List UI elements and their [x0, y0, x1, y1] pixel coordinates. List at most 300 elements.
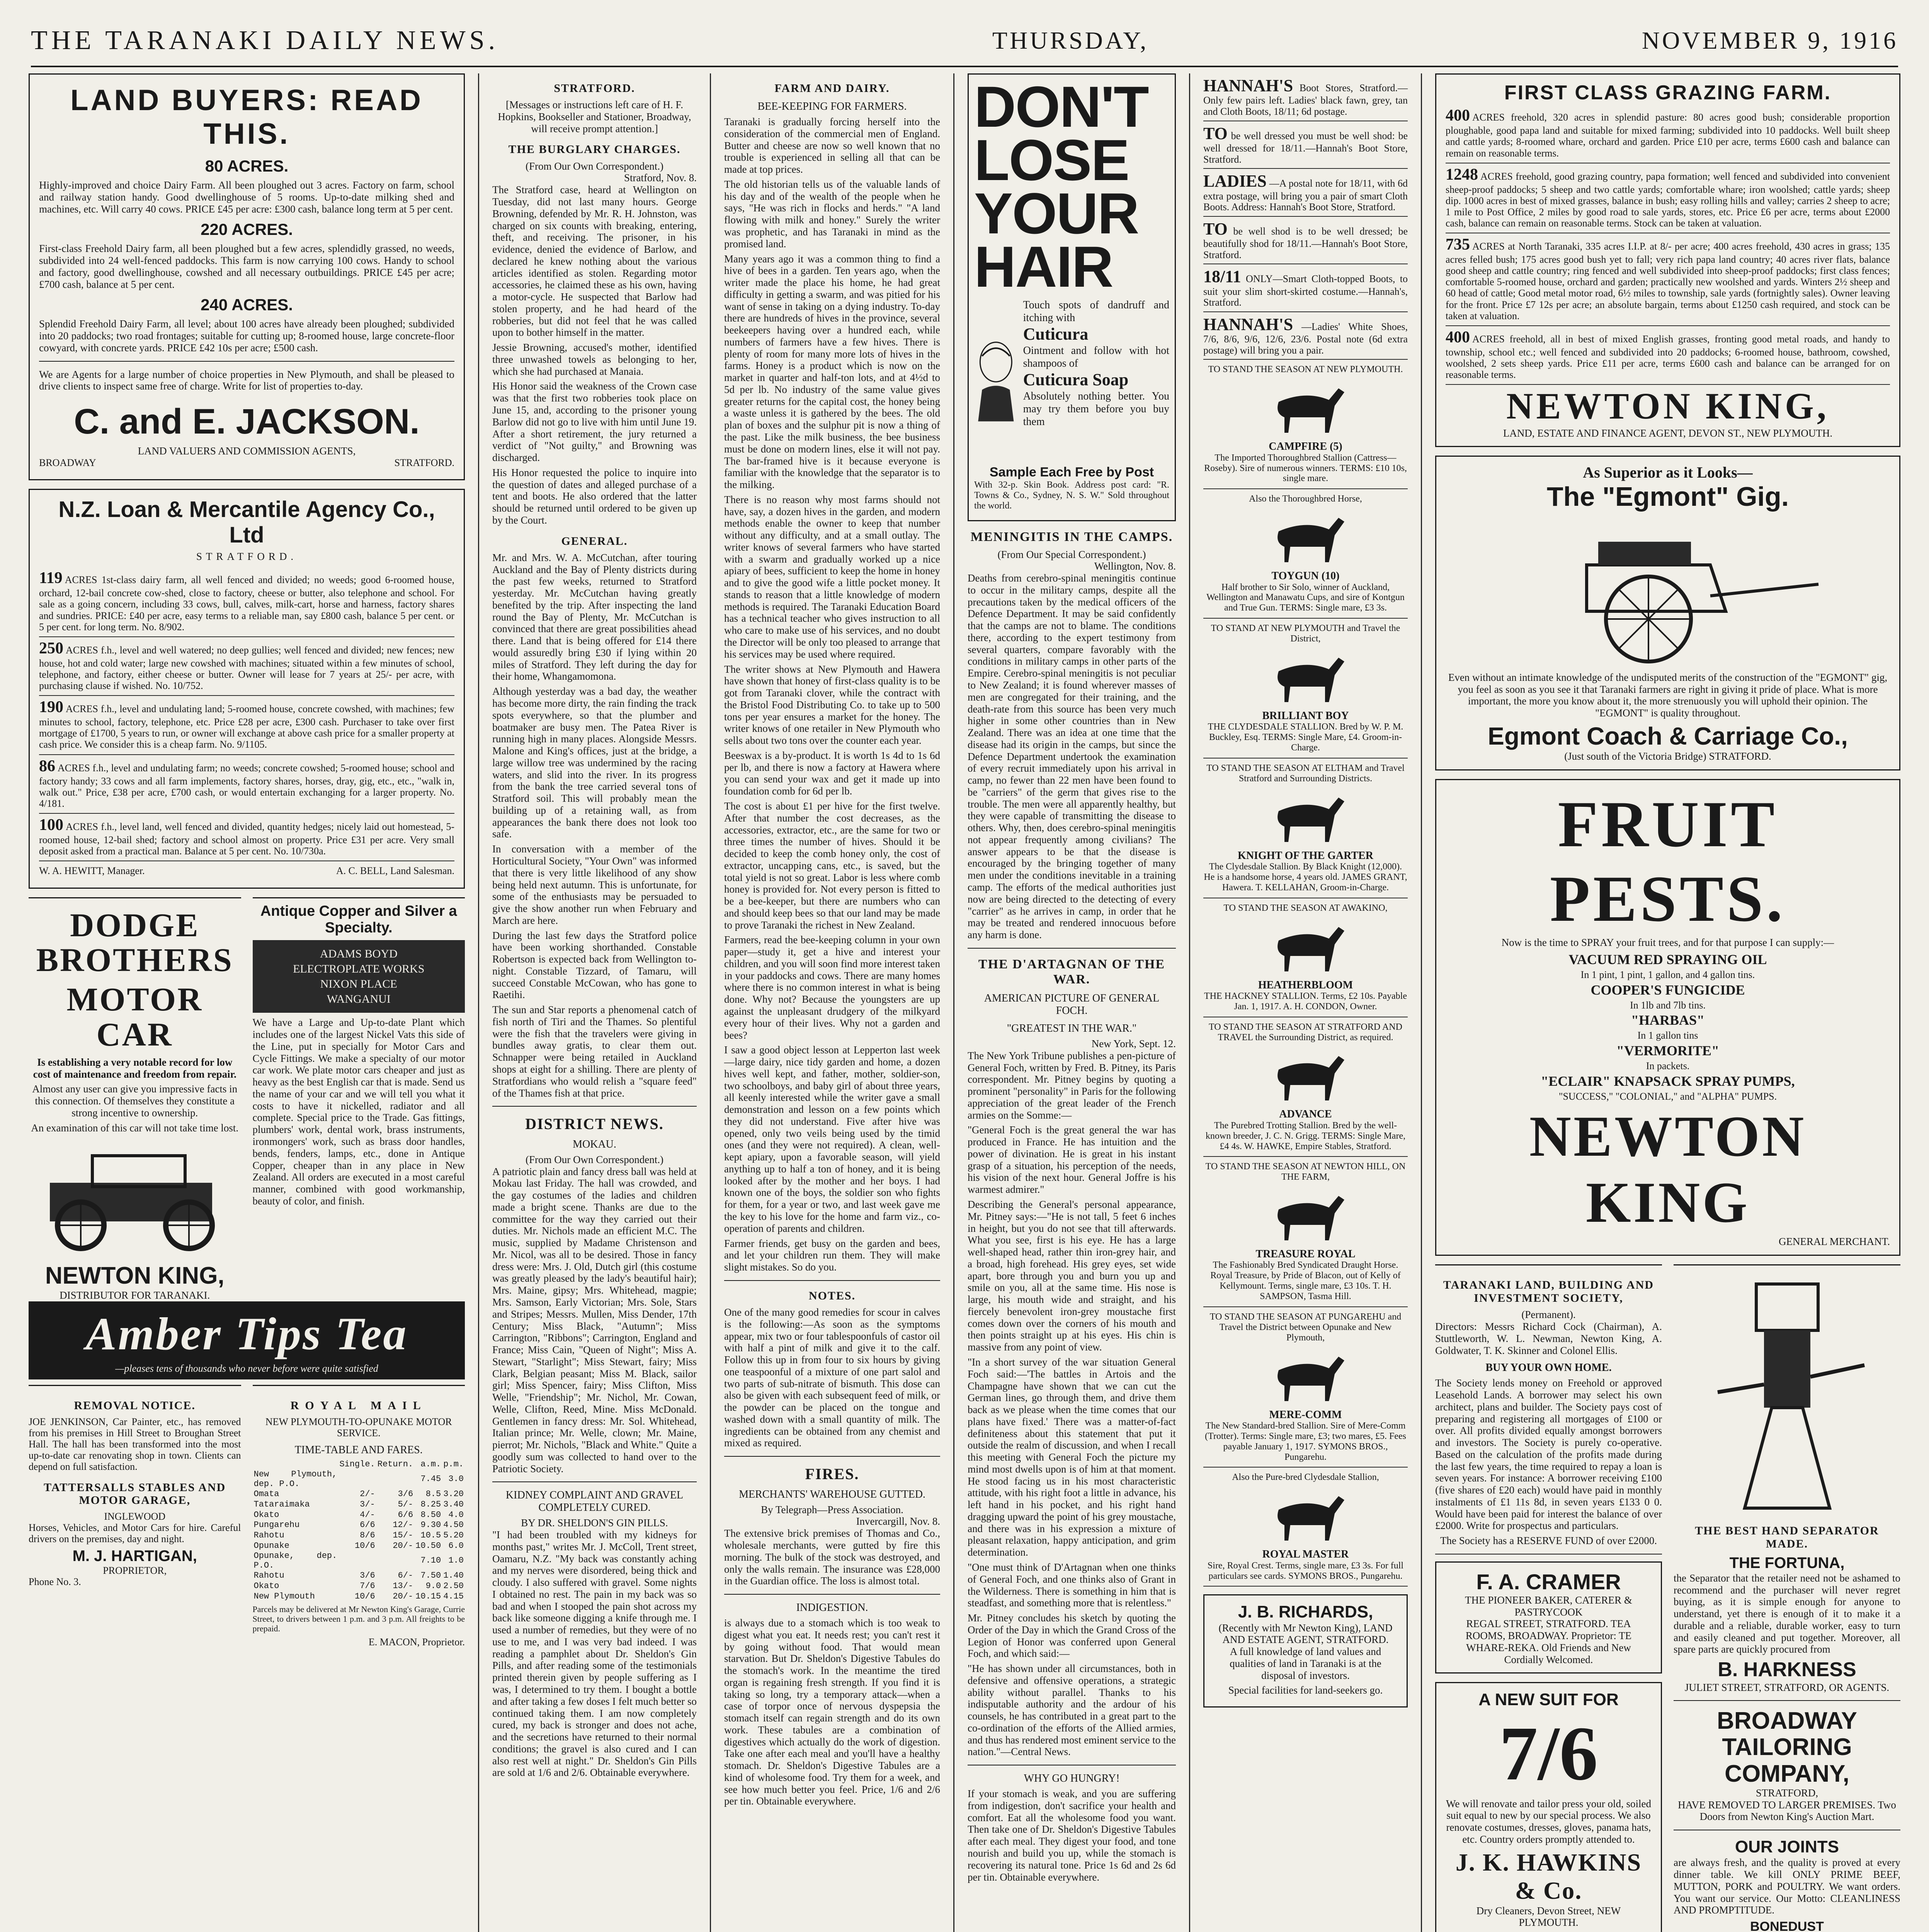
boot-ad-text: —Ladies' White Shoes, 7/6, 8/6, 9/6, 12/6, 23/6. Postal note (6d extra postage) will bring you a pair.	[1203, 321, 1408, 356]
timetable-cell: 6/-	[398, 1571, 413, 1581]
fruit-lead: Now is the time to SPRAY your fruit trees, and for that purpose I can supply:—	[1501, 937, 1834, 949]
stallion-name: MERE-COMM	[1269, 1408, 1342, 1421]
timetable-cell: 4.50	[443, 1520, 464, 1530]
hair-ad-text-3: Absolutely nothing better. You may try them before you buy them	[1023, 390, 1169, 428]
boot-ad-head: 18/11	[1203, 267, 1241, 286]
timetable-cell	[376, 1469, 414, 1489]
article-paragraph: Farmer friends, get busy on the garden and bees, and let your children run them. They will make slight mistakes. So do you.	[724, 1237, 940, 1273]
copper-text: We have a Large and Up-to-date Plant which includes one of the largest Nickel Vats this side of the Line, put in specially for Motor Cars and Cycle Fittings. We make a specialty of our motor car work. We plate motor cars cheaper and just as heavy as the best English car that is made. Send us the name of your car and we will tell you what it costs to have it nickelled, radiator and all complete. Special price to the Trade. Gas fittings, plumbers' work, dental work, brass instruments, ironmongers' work, such as brass door handles, bends, fenders, lamps, etc., done in Antique Copper, cheaper than in any place in New Zealand. All orders are executed in a most careful manner, combined with good workmanship, beauty of color, and finish.	[252, 1017, 465, 1207]
vat-label: ELECTROPLATE WORKS	[293, 963, 425, 976]
timetable-cell: Okato	[253, 1581, 279, 1591]
jb-text-2: Special facilities for land-seekers go.	[1228, 1684, 1383, 1696]
fruit-pests-ad	[1435, 779, 1900, 1256]
fruit-item: In packets.	[1646, 1060, 1690, 1071]
timetable-header-cell: a.m.	[420, 1459, 441, 1469]
article-byline: (From Our Own Correspondent.)	[526, 160, 663, 172]
egmont-text: Even without an intimate knowledge of the undisputed merits of the construction of the "EGMONT" gig, you feel as soon as you see it that Taranaki farmers are right in giving it pride of place. What is more important, the more you know about it, the more strenuously you will uphold their opinion. The "EGMONT" is quality throughout.	[1448, 671, 1888, 719]
listing-acres: 190	[39, 698, 63, 716]
grazing-farm-ad	[1435, 73, 1900, 447]
timetable-row	[253, 1592, 465, 1602]
stallion-text: THE HACKNEY STALLION. Terms, £2 10s. Payable Jan. 1, 1917. A. H. CONDON, Owner.	[1204, 991, 1407, 1012]
listing-text: ACRES freehold, 320 acres in splendid pasture: 80 acres good bush; considerable proportion ploughable, good papa land and suitable for mixed farming; subdivided into 10 paddocks. Well built sheep and cattle yards; 8-roomed whare, orchard and garden. Price £10 per acre, terms £600 cash and balance can remain on reasonable terms.	[1446, 112, 1890, 159]
listing-text: ACRES at North Taranaki, 335 acres I.I.P. at 8/- per acre; 400 acres freehold, 430 acres in grass; 135 acres felled bush; 175 acres good bush yet to fall; very rich papa land country; 40 acres river flats, balance good sheep and cattle country; ring fenced and well subdivided into sheep-proof paddocks; first class fences; comfortable 5-roomed house, orchard and garden; practically new woolshed and yards. Winters 2½ sheep and 60 head of cattle; Good metal motor road, 6½ miles to township, sale yards (fortnightly sales). Owner leaving for the front. Price £7 12s per acre; an absolute bargain, terms about £1250 cash required, and stock can be taken at valuation.	[1446, 241, 1890, 321]
dodge-subtitle: MOTOR CAR	[66, 981, 203, 1053]
timetable-cell: 12/-	[393, 1520, 413, 1530]
article-paragraph: The sun and Star reports a phenomenal catch of fish north of Tiri and the Thames. So plentiful were the fish that the travelers were giving in bundles away gratis, to clear them out. Schnapper were being retailed in Auckland shops at eight for a shilling. There are plenty of Stratfordians who would relish a "square feed" of the Thames fish at that price.	[492, 1004, 697, 1099]
article-paragraph: "He has shown under all circumstances, both in defensive and offensive operations, a strategic ability without parallel. Thanks to his indisputable authority and the ardour of his counsels, he has contributed in a great part to the co-ordination of the efforts of the Allied armies, and thus has rendered most eminent service to the nation."—Central News.	[968, 1663, 1176, 1758]
stallion-ad	[1203, 898, 1408, 1017]
stallion-ad	[1203, 1017, 1408, 1157]
article-dateline: Invercargill, Nov. 8.	[856, 1515, 940, 1527]
timetable-cell: New Plymouth	[253, 1591, 315, 1601]
article-paragraph: The extensive brick premises of Thomas and Co., wholesale merchants, were gutted by fire this morning. The bulk of the stock was destroyed, and only the walls remain. The insurance was £28,000 in the Guardian office. The loss is almost total.	[724, 1527, 940, 1587]
article-paragraph: Many years ago it was a common thing to find a hive of bees in a garden. Ten years ago, when the writer made the place his home, he had great difficulty in getting a swarm, and was pitied for his want of sense in taking on a dying industry. To-day there are hundreds of hives in the province, several beekeepers having over a hundred each, while numbers of farmers have a few hives. There is plenty of room for many more lots of hives in the farms. Honey is a product which is now on the market in quarter and half-ton lots, and at 4½d to 5d per lb. No industry of the same value gives greater returns for the capital cost, the honey being a waste unless it is gathered by the bees. The old plan of boxes and the sulphur pit is now a thing of the past. Like the milk business, the bee business must be done on modern lines, else it will not pay. The bar-framed hive is it because everyone is familiar with the knowledge that the separator is to the milking.	[724, 253, 940, 491]
column-boots-stallions	[1190, 73, 1422, 1932]
timetable-cell: Okato	[253, 1510, 279, 1520]
horse-silhouette	[1277, 1496, 1344, 1541]
article-paragraph: Describing the General's personal appearance, Mr. Pitney says:—"He is not tall, 5 feet 6 inches in height, but you do not see that till afterwards. What you see, first is his eye. He has a large well-shaped head, rather thin iron-grey hair, and a broad, high forehead. His grey eyes, set wide apart, bore through you and burn you up and smile on you, all at the same time. His nose is large, his mouth wide and straight, and his fiercely benevolent iron-grey moustache first comes down over the corners of his mouth and then points straight up at his eyes. His chin is massive from any point of view.	[968, 1199, 1176, 1353]
horse-silhouette	[1277, 518, 1344, 562]
fruit-pests-title: FRUIT PESTS.	[1550, 787, 1786, 935]
egmont-brand: The "Egmont" Gig.	[1546, 481, 1789, 512]
bldg-title: TARANAKI LAND, BUILDING AND INVESTMENT SOCIETY,	[1443, 1278, 1654, 1305]
timetable-row	[253, 1551, 465, 1571]
royal-mail-timetable	[253, 1385, 465, 1648]
timetable-cell: 3/-	[360, 1500, 375, 1510]
boot-ad-head: HANNAH'S	[1203, 76, 1293, 95]
stallion-name: CAMPFIRE (5)	[1269, 440, 1342, 453]
grazing-listing	[1446, 104, 1890, 163]
stallion-ad	[1203, 619, 1408, 759]
timetable-cell: Rahotu	[253, 1571, 284, 1581]
article-paragraph: Jessie Browning, accused's mother, identified three unwashed towels as belonging to her, which she had purchased at Manaia.	[492, 342, 697, 377]
bldg-head: BUY YOUR OWN HOME.	[1485, 1362, 1612, 1374]
listing-acres: 1248	[1446, 165, 1478, 184]
mail-timetable-heading: TIME-TABLE AND FARES.	[294, 1444, 423, 1456]
jackson-street: BROADWAY	[39, 457, 96, 468]
nz-manager: W. A. HEWITT, Manager.	[39, 865, 145, 877]
removal-notice	[29, 1385, 241, 1648]
grazing-title: FIRST CLASS GRAZING FARM.	[1504, 82, 1832, 104]
fruit-item: "HARBAS"	[1631, 1012, 1704, 1028]
boot-ad	[1203, 169, 1408, 217]
timetable-cell: 1.0	[448, 1556, 464, 1566]
timetable-cell: 10/6	[354, 1591, 375, 1601]
timetable-cell: 3.20	[443, 1489, 464, 1499]
stallion-lead: TO STAND THE SEASON AT STRATFORD AND TRAVEL the Surrounding District, as required.	[1209, 1022, 1402, 1043]
article-place: MOKAU.	[573, 1138, 616, 1150]
bonedust-title: BONEDUST	[1750, 1919, 1824, 1932]
sample-offer: Sample Each Free by Post	[989, 465, 1154, 480]
nz-salesman: A. C. BELL, Land Salesman.	[336, 865, 454, 877]
article-paragraph: Mr. and Mrs. W. A. McCutchan, after touring Auckland and the Bay of Plenty districts during the past few weeks, returned to Stratford yesterday. Mr. McCutchan having greatly benefited by the trip. After inspecting the land round the Bay of Plenty, Mr. McCutchan is convinced that there are great possibilities ahead there. Land that is being offered for £14 there would assuredly bring £30 if lying within 20 miles of Stratford. They left during the day for their home, Whangamomona.	[492, 551, 697, 682]
jb-richards-ad	[1203, 1594, 1408, 1708]
article-byline: BY DR. SHELDON'S GIN PILLS.	[521, 1517, 668, 1529]
cuticura-soap-brand: Cuticura Soap	[1023, 370, 1129, 389]
horse-silhouette	[1277, 1056, 1344, 1100]
article-paragraph: Deaths from cerebro-spinal meningitis continue to occur in the military camps, despite all the precautions taken by the medical officers of the Defence Department. It may be said confidently that the camps are not to blame. The conditions there, according to the expert testimony from several quarters, compare favorably with the conditions in military camps in other parts of the Empire. Cerebro-spinal meningitis is not peculiar to New Zealand; it is found wherever masses of men are congregated for their training, and the death-rate from this source has been very much higher in some other countries than in New Zealand. There was an idea at one time that the disease had its origin in the camps, but since the Defence Department undertook the examination of every recruit immediately upon his arrival in camp, no fewer than 22 men have been found to be "carriers" of the germ that gives rise to the trouble. The men were all apparently healthy, but they were capable of transmitting the disease to others. Why, then, does cerebro-spinal meningitis not appear frequently among civilians? The answer appears to be that the disease is encouraged by the bringing together of many men under the conditions inevitable in a training camp. The efforts of the medical authorities just now are being directed to the detecting of every "carrier" as he arrives in camp, in order that he may be treated and rendered innocuous before any harm is done.	[968, 572, 1176, 941]
masthead	[31, 15, 1898, 67]
suit-text: We will renovate and tailor press your old, soiled suit equal to new by our special process. We also renovate costumes, dresses, gloves, panama hats, etc. Country orders promptly attended to.	[1446, 1798, 1651, 1845]
grazing-listing	[1446, 326, 1890, 385]
land-ad-acres: 240 ACRES.	[201, 296, 293, 314]
gig-carriage-illustration	[1509, 519, 1826, 665]
hair-ad-headline-2: YOUR HAIR	[974, 181, 1139, 299]
timetable-cell: 5/-	[398, 1500, 413, 1510]
timetable-cell: 10.5	[420, 1530, 441, 1540]
article-paragraph: If your stomach is weak, and you are suffering from indigestion, don't sacrifice your health and comfort. Eat all the wholesome food you want. Then take one of Dr. Sheldon's Digestive Tabules after each meal. They digest your food, and tone nourish and build you up, while the stomach is recovering its natural tone. Price 1s 6d and 2s 6d per tin. Obtainable everywhere.	[968, 1788, 1176, 1883]
timetable-cell: 15/-	[393, 1530, 413, 1540]
timetable-cell: 4/-	[360, 1510, 375, 1520]
timetable-cell: 7.10	[420, 1556, 441, 1566]
jb-name: J. B. RICHARDS,	[1238, 1602, 1373, 1622]
newton-king-name: NEWTON KING,	[1506, 385, 1829, 427]
newton-king-sub: LAND, ESTATE AND FINANCE AGENT, DEVON ST., NEW PLYMOUTH.	[1503, 427, 1833, 439]
broadway-tailoring-text: HAVE REMOVED TO LARGER PREMISES. Two Doors from Newton King's Auction Mart.	[1678, 1799, 1896, 1823]
separator-text: the Separator that the retailer need not be ashamed to recommend and the purchaser will never regret buying, as it is simple enough for anyone to understand, yet there is enough of it to make it a durable and a reliable, durable worker, easy to turn and easily cleaned and put together. Moreover, all spare parts are quickly procured from	[1674, 1572, 1900, 1655]
timetable-cell: 20/-	[393, 1541, 413, 1551]
boot-ad-text: ONLY—Smart Cloth-topped Boots, to suit your slim short-skirted costume.—Hannah's, Stratford.	[1203, 273, 1408, 308]
copper-vat-illustration	[253, 940, 465, 1013]
article-subtitle: AMERICAN PICTURE OF GENERAL FOCH.	[984, 992, 1160, 1017]
timetable-table	[253, 1459, 465, 1602]
copper-ad	[253, 897, 465, 1301]
article-paragraph: His Honor requested the police to inquire into the question of dates and alleged purchase of a tent and boots. He also ordered that the latter should be returned until ordered to be given up by the Court.	[492, 466, 697, 526]
timetable-cell: 4.15	[443, 1591, 464, 1601]
boot-ad	[1203, 264, 1408, 312]
timetable-row	[253, 1500, 465, 1510]
timetable-row	[253, 1541, 465, 1551]
article-paragraph: Beeswax is a by-product. It is worth 1s 4d to 1s 6d per lb, and there is now a factory at Hawera where you can send your wax and get it made up into foundation comb for 6d per lb.	[724, 749, 940, 797]
article-byline: By Telegraph—Press Association.	[761, 1503, 903, 1515]
cramer-name: F. A. CRAMER	[1476, 1569, 1621, 1594]
stallion-lead: Also the Thoroughbred Horse,	[1249, 494, 1362, 504]
timetable-cell: Tataraimaka	[253, 1500, 310, 1510]
article-byline: (From Our Special Correspondent.)	[997, 548, 1146, 560]
article-paragraph: One of the many good remedies for scour in calves is the following:—As soon as the symptoms appear, mix two or four tablespoonfuls of castor oil with half a pint of milk and give it to the calf. Follow this up in from four to six hours by giving one teaspoonful of a mixture of one part salol and two parts of sub-nitrate of bismuth. This dose can also be given with each subsequent feed of milk, or the powder can be placed on the tongue and washed down with a small quantity of milk. The ingredients can be obtained from any chemist and mixed as required.	[724, 1306, 940, 1449]
mail-proprietor: E. MACON, Proprietor.	[368, 1636, 465, 1648]
stallion-lead: TO STAND THE SEASON AT AWAKINO,	[1223, 903, 1388, 913]
stallion-name: ADVANCE	[1279, 1108, 1332, 1121]
tattersalls-title: TATTERSALLS STABLES AND MOTOR GARAGE,	[44, 1481, 226, 1507]
column-stratford-news	[479, 73, 711, 1932]
land-ad-acres: 220 ACRES.	[201, 220, 293, 239]
timetable-row	[253, 1489, 465, 1500]
timetable-cell: 5.20	[443, 1530, 464, 1540]
article-paragraph: I saw a good object lesson at Lepperton last week—large dairy, nice tidy garden and home, a dozen hives well kept, and father, mother, soldier-son, two schoolboys, and baby girl of about three years, all keenly interested while the writer gave a small demonstration and lesson on a few points which they did not understand. Five after hive was opened, only two veils being used by the timid ones (and they were not required). A clean, well-kept apiary, upon a favorable season, will yield anything up to half a ton of honey, and it is being looked after by the mother and her boys. I had known one of the boys, the soldier son who fights for them, for a year or two, and last week gave me the key to his love for the home and farm viz., co-operation of parents and children.	[724, 1044, 940, 1234]
article-subtitle-2: "GREATEST IN THE WAR."	[1007, 1022, 1137, 1035]
tattersalls-place: INGLEWOOD	[104, 1510, 166, 1522]
stallion-ad	[1203, 759, 1408, 898]
listing-acres: 400	[1446, 328, 1470, 346]
horse-illustration	[1263, 648, 1348, 706]
dodge-text-3: An examination of this car will not take time lost.	[31, 1122, 239, 1134]
article-paragraph: Farmers, read the bee-keeping column in your own paper—study it, get a hive and interest your children, and you will soon find more interest taken in your paddocks and cows. There are many homes where there is no common interest in what is being done. Why not? Because the youngsters are up against the unpleasant drudgery of the milkyard every hour of their lives. Why not a garden and bees?	[724, 934, 940, 1041]
stallion-lead: TO STAND THE SEASON AT NEWTON HILL, ON THE FARM,	[1205, 1162, 1406, 1182]
bldg-sub: (Permanent).	[1521, 1309, 1576, 1321]
stallion-ad	[1203, 489, 1408, 619]
listing-ref: No. 9/1105.	[219, 739, 267, 750]
horse-illustration	[1263, 379, 1348, 437]
nz-loan-place: STRATFORD.	[196, 550, 298, 562]
masthead-date: NOVEMBER 9, 1916	[1642, 27, 1898, 54]
fruit-item: In 1 gallon tins	[1637, 1030, 1698, 1041]
timetable-cell: 8.5	[425, 1489, 441, 1499]
timetable-cell: 2.50	[443, 1581, 464, 1591]
article-paragraph: A patriotic plain and fancy dress ball was held at Mokau last Friday. The hall was crowded, and the gay costumes of the ladies and children made a bright scene. Thanks are due to the committee for the way they carried out their duties. Mr. Nichols made an efficient M.C. The music, supplied by Madame Christenson and Mr. Nicol, was all to be desired. Those in fancy dress were: Mrs. J. Old, Dutch girl (this costume was greatly pleased by the lady's beautiful hair); Mrs. Maine, gipsy; Mrs. Whitehead, magpie; Mrs. Samson, Early Victorian; Mrs. Sole, Stars and Stripes; Messrs. Mullen, Miss Dender, 17th Century; Miss Black, "Autumn"; Miss Carrington, "Ribbons"; Carrington, England and France; Miss Cain, "Queen of Night"; Miss A. Stewart, "Starlight"; Miss Stewart, fairy; Miss Clark, Belgian peasant; Miss M. Black, sailor girl; Miss Spencer, fairy; Miss Clifton, Miss Welle, "Friendship"; Mr. Nichol, Mr. Cowan, Welle, Clifton, Reed, Mine. Miss McDonald. Gentlemen in fancy dress: Mr. Sol. Whitehead, Italian prince; Mr. Welle, clown; Mr. Maine, pierrot; Mr. Nichols, "Black and White." Quite a goodly sum was collected to hand over to the Patriotic Society.	[492, 1165, 697, 1475]
stallion-ad	[1203, 1307, 1408, 1468]
timetable-cell	[376, 1551, 414, 1571]
timetable-cell: 6.0	[448, 1541, 464, 1551]
hair-ad-headline-1: DON'T LOSE	[974, 74, 1148, 192]
bldg-text: The Society lends money on Freehold or approved Leasehold Lands. A borrower may select his own architect, plans and builder. The Society pays cost of preparing and registering all mortgages of £100 or over. All profits divided equally amongst borrowers and investors. The Society is purely co-operative. Based on the calculation of the profits made during the last few years, the time required to repay a loan is seven years. For instance: A borrower receiving £100 (five shares of £20 each) would have paid in monthly instalments of £1 11s 8d, in seven years £133 0 0. Would have been paid for interest the balance of over £2000. Write for prospectus and particulars.	[1435, 1377, 1662, 1532]
timetable-header-cell: p.m.	[443, 1459, 464, 1469]
stallion-name: TOYGUN (10)	[1271, 570, 1340, 582]
article-dateline: New York, Sept. 12.	[1091, 1038, 1176, 1050]
horse-illustration	[1263, 1186, 1348, 1244]
dodge-title: DODGE BROTHERS	[36, 906, 233, 979]
fruit-item: In 1lb and 7lb tins.	[1630, 999, 1706, 1011]
timetable-header-cell: Single.	[339, 1459, 375, 1469]
stallion-text: The Clydesdale Stallion. By Black Knight (12,000). He is a handsome horse, 4 years old. JAMES GRANT, Hawera. T. KELLAHAN, Groom-in-Charge.	[1204, 862, 1407, 893]
article-paragraph: Although yesterday was a bad day, the weather has become more dirty, the rain finding the track spots everywhere, so that the plumber and boatmaker are busy men. The Patea River is running high in many places. Alongside Messrs. Malone and King's offices, just at the bridge, a large willow tree was undermined by the racing waters, and slid into the river. In its progress from the bank the tree carried several tons of Stratford soil. This will probably mean the building up of a retaining wall, as from appearances the bank there does not look too safe.	[492, 685, 697, 840]
egmont-company: Egmont Coach & Carriage Co.,	[1488, 722, 1848, 750]
timetable-cell: 20/-	[393, 1591, 413, 1601]
timetable-cell: 8.25	[420, 1500, 441, 1510]
timetable-cell: Pungarehu	[253, 1520, 300, 1530]
listing-acres: 250	[39, 639, 63, 657]
timetable-cell: Omata	[253, 1489, 279, 1499]
sample-address: With 32-p. Skin Book. Address post card: "R. Towns & Co., Sydney, N. S. W." Sold throughout the world.	[974, 480, 1169, 511]
boot-ad	[1203, 217, 1408, 265]
listing-ref: No. 10/752.	[155, 680, 203, 692]
timetable-row	[253, 1531, 465, 1541]
timetable-cell: 10/6	[354, 1541, 375, 1551]
stallion-text: The Fashionably Bred Syndicated Draught Horse. Royal Treasure, by Pride of Blacon, out of Kelly of Kellymount. Terms, single mare, £3 10s. T. H. SAMPSON, Tasma Hill.	[1210, 1260, 1401, 1302]
stallion-ad	[1203, 1468, 1408, 1587]
dodge-dealer-sub: DISTRIBUTOR FOR TARANAKI.	[60, 1289, 210, 1301]
stallion-text: The Purebred Trotting Stallion. Bred by the well-known breeder, J. C. N. Grigg. TERMS: Single Mare, £4 4s. W. HAWKE, Empire Stables, Stratford.	[1205, 1120, 1406, 1151]
listing-text: ACRES freehold, all in best of mixed English grasses, fronting good metal roads, and handy to township, school etc.; well fenced and subdivided into 20 paddocks; 6-roomed house, bathroom, cowshed, woolshed, 2 sets sheep yards. Price £11 per acre, terms £600 cash and balance can be arranged for on reasonable terms.	[1446, 333, 1890, 381]
timetable-cell: 7.50	[420, 1571, 441, 1581]
horse-silhouette	[1277, 658, 1344, 702]
stallion-text: THE CLYDESDALE STALLION. Bred by W. P. M. Buckley, Esq. TERMS: Single Mare, £4. Groom-in-Charge.	[1208, 722, 1403, 753]
boot-ad	[1203, 121, 1408, 169]
horse-silhouette	[1277, 388, 1344, 433]
broadway-tailoring-title: BROADWAY TAILORING COMPANY,	[1717, 1708, 1857, 1787]
tattersalls-text: Horses, Vehicles, and Motor Cars for hire. Careful drivers on the premises, day and night.	[29, 1522, 241, 1544]
egmont-gig-ad	[1435, 456, 1900, 770]
listing-ref: No. 4/181.	[39, 786, 455, 809]
bottom-left-ads	[29, 1385, 465, 1648]
horse-illustration	[1263, 917, 1348, 975]
article-paragraph: The New York Tribune publishes a pen-picture of General Foch, written by Fred. B. Pitney, its Paris correspondent. Mr. Pitney begins by quoting a prominent "personality" in Paris for the following appreciation of the great leader of the French armies on the Somme:—	[968, 1049, 1176, 1121]
timetable-cell: 3/6	[398, 1489, 413, 1499]
article-title: DISTRICT NEWS.	[525, 1115, 664, 1133]
timetable-cell: 6/6	[398, 1510, 413, 1520]
fruit-item: In 1 pint, 1 pint, 1 gallon, and 4 gallon tins.	[1580, 969, 1755, 980]
fruit-items	[1446, 952, 1890, 1102]
article-paragraph: The old historian tells us of the valuable lands of his day and of the wealth of the people when he says, "He was rich in flocks and herds." "A land flowing with milk and honey." Surely the writer was prophetic, and has Taranaki in mind as the promised land.	[724, 178, 940, 250]
timetable-cell: Opunake	[253, 1541, 289, 1551]
timetable-cell: 3.40	[443, 1500, 464, 1510]
timetable-cell: 10.50	[415, 1541, 441, 1551]
listing-text: ACRES f.h., level and undulating farm; no weeds; concrete cowshed; 5-roomed house; school and factory handy; 33 cows and all farm implements, factory shares, horses, dray, gig, etc., etc., "walk in, walk out." Price, £38 per acre, £700 cash, or would entertain exchanging for a larger property.	[39, 762, 454, 798]
stallion-ads	[1203, 360, 1408, 1587]
jb-sub: (Recently with Mr Newton King), LAND AND ESTATE AGENT, STRATFORD.	[1218, 1622, 1393, 1646]
hair-ad-text: Touch spots of dandruff and itching with	[1023, 299, 1169, 324]
listing-text: ACRES freehold, good grazing country, papa formation; well fenced and subdivided into convenient sheep-proof paddocks; 5 sheep and two cattle yards; comfortable whare; iron woolshed; cattle yards; sheep dip. 1000 acres in best of mixed grasses, balance in bush; easy rolling hills and valley; carries 2 sheep to acre; 1 mile to Post Office, 2 miles by good road to sale yards, stores, etc. Price £6 per acre, terms about £2000 cash, balance can remain on reasonable terms. Stock can be taken at valuation.	[1446, 170, 1890, 229]
jackson-sub: LAND VALUERS AND COMMISSION AGENTS,	[138, 445, 356, 457]
stallion-text: Half brother to Sir Solo, winner of Auckland, Wellington and Manawatu Cups, and sire of Kontgun and True Gun. TERMS: Single mare, £3 3s.	[1206, 582, 1405, 613]
timetable-cell: 9.30	[420, 1520, 441, 1530]
stallion-lead: TO STAND AT NEW PLYMOUTH and Travel the District,	[1211, 623, 1400, 644]
stallion-lead: TO STAND THE SEASON AT ELTHAM and Travel Stratford and Surrounding Districts.	[1206, 763, 1405, 784]
horse-illustration	[1263, 1347, 1348, 1405]
article-subtitle: MERCHANTS' WAREHOUSE GUTTED.	[739, 1488, 925, 1500]
timetable-cell: 2/-	[360, 1489, 375, 1499]
timetable-cell: 6/6	[360, 1520, 375, 1530]
fruit-item: VACUUM RED SPRAYING OIL	[1568, 951, 1767, 967]
section-header: FARM AND DAIRY.	[774, 82, 890, 95]
land-ad-acres: 80 ACRES.	[205, 157, 289, 175]
timetable-cell: New Plymouth, dep. P.O.	[253, 1469, 337, 1489]
dodge-text: Is establishing a very notable record for low cost of maintenance and freedom from repair.	[33, 1056, 236, 1080]
article-title: WHY GO HUNGRY!	[1024, 1772, 1120, 1785]
jackson-name: C. and E. JACKSON.	[74, 402, 420, 442]
listing-text: ACRES f.h., level and undulating land; 5-roomed house, concrete cowshed, with machines; few minutes to school, factory, telephone, etc. Price £28 per acre, £300 cash. Purchaser to take over first mortgage of £1700, 5 years to run, or owner will exchange at above cash price for a smaller property at cash price. We consider this is a cheap farm.	[39, 703, 454, 750]
listing-acres: 400	[1446, 107, 1470, 125]
stallion-name: ROYAL MASTER	[1262, 1548, 1349, 1561]
article-paragraph: "In a short survey of the war situation General Foch said:—'The battles in Artois and the Champagne have shown that we can cut the German lines, go through them, and drive them back as we please when the time comes that our plans have fixed.' There was a matter-of-fact definiteness about this statement that put it outside the realm of discussion, and when I recall this meeting with General Foch the picture my mind most dwells upon is of him at that moment. He stood facing us in his most characteristic attitude, with his right foot a little in advance, his left hand in his pocket, and his right hand dragging upward the point of his grey moustache, and there was in his expression a mixture of pleasant relaxation, happy anticipation, and grim determination.	[968, 1356, 1176, 1558]
listing-ref: No. 10/730a.	[274, 845, 326, 857]
stallion-name: KNIGHT OF THE GARTER	[1238, 849, 1373, 862]
nz-listing	[39, 696, 454, 755]
listing-acres: 86	[39, 757, 55, 775]
article-paragraph: In conversation with a member of the Horticultural Society, "Your Own" was informed that there is very little likelihood of any show being held next autumn. This is unfortunate, for some of the enthusiasts may be persuaded to give the show another run when February and March are here.	[492, 843, 697, 926]
timetable-cell: 7/6	[360, 1581, 375, 1591]
building-society-ad	[1435, 1264, 1662, 1932]
fruit-item: "SUCCESS," "COLONIAL," and "ALPHA" PUMPS.	[1558, 1090, 1777, 1102]
separator-name: THE FORTUNA,	[1729, 1554, 1845, 1572]
stallion-name: TREASURE ROYAL	[1255, 1248, 1356, 1260]
nz-loan-title: N.Z. Loan & Mercantile Agency Co., Ltd	[58, 497, 435, 548]
horse-silhouette	[1277, 1196, 1344, 1240]
our-joints-text: are always fresh, and the quality is proved at every dinner table. We kill ONLY PRIME BEEF, MUTTON, PORK and POULTRY. We want orders. You want our service. Our Motto: CLEANLINESS AND PROMPTITUDE.	[1674, 1857, 1900, 1916]
horse-silhouette	[1277, 927, 1344, 971]
land-buyers-title: LAND BUYERS: READ THIS.	[70, 84, 423, 150]
stratford-intro: [Messages or instructions left care of H. F. Hopkins, Bookseller and Stationer, Broadway, will receive prompt attention.]	[498, 99, 691, 134]
boot-ad-text: —A postal note for 18/11, with 6d extra postage, will bring you a pair of smart Cloth Boots. Address: Hannah's Boot Store, Stratford.	[1203, 178, 1408, 213]
fruit-item: "VERMORITE"	[1616, 1043, 1719, 1058]
timetable-cell	[338, 1551, 376, 1571]
article-paragraph: Mr. Pitney concludes his sketch by quoting the Order of the Day in which the Grand Cross of the Legion of Honor was conferred upon General Foch, and which said:—	[968, 1612, 1176, 1660]
horse-illustration	[1263, 788, 1348, 846]
suit-title: A NEW SUIT FOR	[1478, 1690, 1619, 1709]
cuticura-brand: Cuticura	[1023, 325, 1089, 344]
article-title: THE BURGLARY CHARGES.	[508, 143, 681, 156]
grazing-listing	[1446, 233, 1890, 326]
fruit-item: "ECLAIR" KNAPSACK SPRAY PUMPS,	[1541, 1073, 1795, 1089]
nz-loan-ad	[29, 489, 465, 888]
land-ad-text: Splendid Freehold Dairy Farm, all level; about 100 acres have already been ploughed; subdivided into 20 paddocks; two road frontages; suitable for cutting up; 8-roomed house, large concrete-floor cowyard, with concrete yards. PRICE £42 10s per acre; £500 cash.	[39, 318, 454, 354]
listing-acres: 119	[39, 569, 63, 587]
horse-illustration	[1263, 1486, 1348, 1544]
timetable-header-cell	[253, 1459, 339, 1470]
masthead-title: THE TARANAKI DAILY NEWS.	[31, 26, 499, 55]
mail-subtitle: NEW PLYMOUTH-TO-OPUNAKE MOTOR SERVICE.	[265, 1416, 452, 1439]
hair-ad-text-2: Ointment and follow with hot shampoos of	[1023, 344, 1169, 369]
article-paragraph: "One must think of D'Artagnan when one thinks of General Foch, and one thinks also of Grant in the Wilderness. There is something in him that is steadfast, and something more that is relentless."	[968, 1561, 1176, 1609]
horse-illustration	[1263, 1046, 1348, 1104]
listing-acres: 735	[1446, 236, 1470, 254]
timetable-cell: Opunake, dep. P.O.	[253, 1551, 337, 1570]
timetable-row	[253, 1520, 465, 1531]
harkness-address: JULIET STREET, STRATFORD, OR AGENTS.	[1684, 1681, 1890, 1693]
cuticura-ad	[968, 73, 1176, 521]
stallion-lead: TO STAND THE SEASON AT NEW PLYMOUTH.	[1208, 364, 1403, 375]
stallion-text: The New Standard-bred Stallion. Sire of Mere-Comm (Trotter). Terms: Single mare, £3; two mares, £5. Fees payable January 1, 1917. SYMONS BROS., Pungarehu.	[1205, 1420, 1406, 1462]
amber-tips-slogan: —pleases tens of thousands who never before were quite satisfied	[29, 1363, 465, 1380]
timetable-row	[253, 1581, 465, 1592]
listing-text: ACRES f.h., level land, well fenced and divided, quantity hedges; nicely laid out homestead, 5-roomed house, 12-bail shed; factory and school almost on property. Price £31 per acre. Very small deposit asked from a practical man. Balance at 5 per cent.	[39, 821, 454, 857]
column-cuticura-news	[954, 73, 1190, 1932]
timetable-cell: 8.50	[420, 1510, 441, 1520]
copper-title: Antique Copper and Silver a Specialty.	[260, 903, 457, 936]
column-land-ads	[15, 73, 479, 1932]
broadway-tailoring-place: STRATFORD,	[1755, 1787, 1818, 1799]
land-ad-text: Highly-improved and choice Dairy Farm. All been ploughed out 3 acres. Factory on farm, school and railway station handy. Good dwellinghouse of 5 rooms. Up-to-date milking shed and machines, etc. Will carry 40 cows. PRICE £45 per acre: £300 cash, balance long term at 5 per cent.	[39, 179, 454, 215]
bldg-directors: Directors: Messrs Richard Cock (Chairman), A. Stuttleworth, W. L. Newman, Newton King, A. Goldwater, T. K. Skinner and Colonel Ellis.	[1435, 1321, 1662, 1356]
article-byline: (From Our Own Correspondent.)	[526, 1153, 663, 1165]
timetable-cell: 3/6	[360, 1571, 375, 1581]
harkness-name: B. HARKNESS	[1718, 1658, 1856, 1681]
boot-ad-head: HANNAH'S	[1203, 315, 1293, 334]
removal-title: REMOVAL NOTICE.	[74, 1399, 196, 1412]
cramer-sub: THE PIONEER BAKER, CATERER & PASTRYCOOK	[1465, 1594, 1632, 1618]
horse-illustration	[1263, 508, 1348, 566]
land-buyers-ad	[29, 73, 465, 480]
article-paragraph: "General Foch is the great general the war has produced in France. He has intuition and the power of divination. He is great in his instant grasp of a situation, his perception of the needs, his vision of the next hour. General Joffre is his warmest admirer."	[968, 1124, 1176, 1196]
tattersalls-proprietor: M. J. HARTIGAN,	[72, 1548, 197, 1565]
boot-ad-text: be well dressed you must be well shod: be well dressed for 18/11.—Hannah's Boot Store, Stratford.	[1203, 130, 1408, 165]
cramer-address: REGAL STREET, STRATFORD. TEA ROOMS, BROADWAY. Proprietor: TE WHARE-REKA. Old Friends and New Cordially Welcomed.	[1465, 1618, 1632, 1665]
article-dateline: Wellington, Nov. 8.	[1094, 560, 1176, 572]
nz-listing	[39, 567, 454, 637]
boot-ad-text: Boot Stores, Stratford.—Only few pairs left. Ladies' black fawn, grey, tan and Cloth Boots, 18/11; 6d postage.	[1203, 82, 1408, 117]
stallion-lead: TO STAND THE SEASON AT PUNGAREHU and Travel the District between Opunake and New Plymouth,	[1209, 1311, 1402, 1343]
boot-ad-text: be well shod is to be well dressed; be beautifully shod for 18/11.—Hannah's Boot Store, Stratford.	[1203, 225, 1408, 260]
egmont-lead: As Superior as it Looks—	[1583, 464, 1753, 481]
man-portrait-illustration	[974, 299, 1018, 461]
amber-tips-logo: Amber Tips Tea	[29, 1301, 465, 1363]
timetable-cell: Rahotu	[253, 1530, 284, 1540]
motor-car-illustration	[34, 1140, 235, 1256]
jackson-town: STRATFORD.	[394, 457, 454, 468]
cramer-ad	[1435, 1561, 1662, 1673]
nz-listing	[39, 637, 454, 696]
article-title: MENINGITIS IN THE CAMPS.	[970, 529, 1173, 544]
tattersalls-role: PROPRIETOR,	[103, 1565, 167, 1576]
vat-label: WANGANUI	[327, 993, 391, 1006]
stallion-ad	[1203, 1157, 1408, 1307]
article-title: BEE-KEEPING FOR FARMERS.	[757, 100, 907, 113]
egmont-address: (Just south of the Victoria Bridge) STRATFORD.	[1564, 750, 1771, 762]
listing-ref: No. 8/902.	[141, 621, 185, 633]
timetable-cell: 3.0	[448, 1474, 464, 1484]
cream-separator-illustration	[1687, 1276, 1888, 1516]
agents-note: We are Agents for a large number of choice properties in New Plymouth, and shall be pleased to drive clients to inspect same free of charge. Write for list of properties to-day.	[39, 368, 454, 392]
